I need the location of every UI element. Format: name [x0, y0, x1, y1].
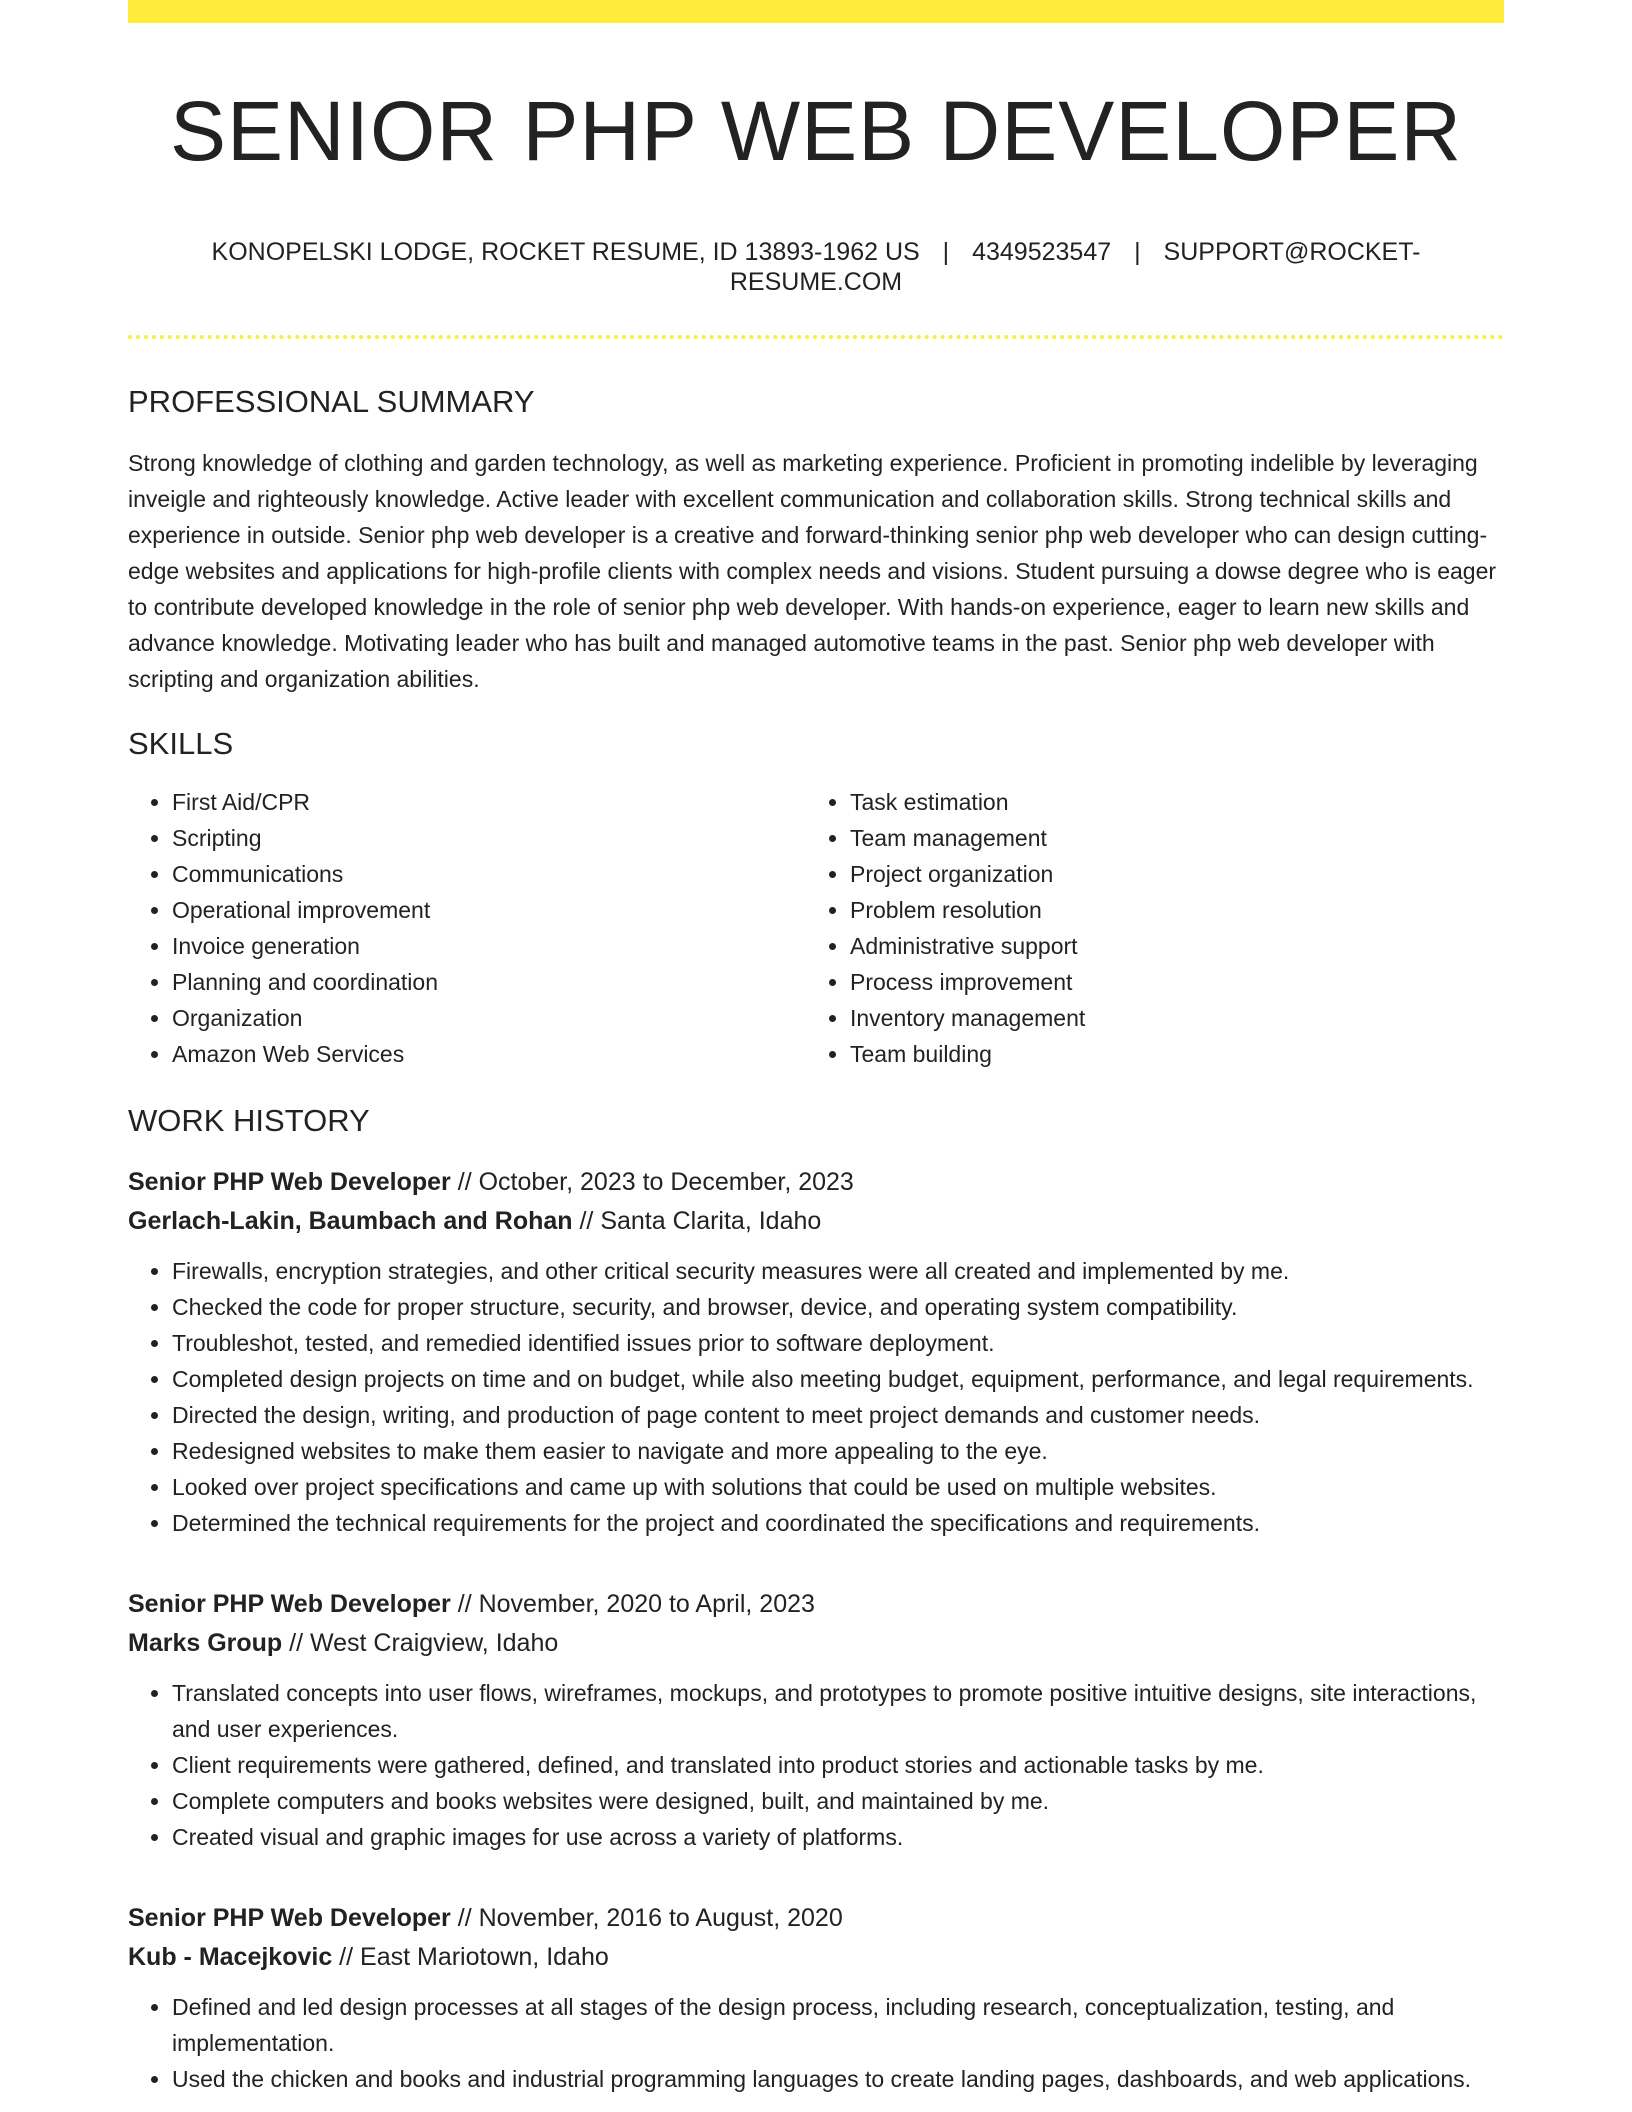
job-duty: • Determined the technical requirements for the project and coordinated the specifications and requirements. — [172, 1505, 1504, 1541]
contact-separator: | — [1134, 238, 1141, 267]
summary-heading: PROFESSIONAL SUMMARY — [128, 384, 535, 420]
skills-grid — [128, 784, 1504, 1072]
contact-separator: | — [942, 238, 950, 267]
job-company-line — [128, 1624, 1504, 1663]
skills-list-left — [128, 784, 806, 1072]
job-entry — [128, 1899, 1504, 2097]
job-duty: • Redesigned websites to make them easier to navigate and more appealing to the eye. — [172, 1433, 1504, 1469]
job-dates: // November, 2016 to August, 2020 — [450, 1903, 843, 1932]
skill-item: • Team building — [850, 1036, 1484, 1072]
summary-text: Strong knowledge of clothing and garden technology, as well as marketing experience. Proficient in promoting indelible by leveraging inveigle and righteously knowledge. Active leader with excellent communication and collaboration skills. Strong technical skills and experience in outside. Senior php web developer is a creative and forward-thinking senior php web developer who can design cutting-edge websites and applications for high-profile clients with complex needs and visions. Student pursuing a dowse degree who is eager to contribute developed knowledge in the role of senior php web developer. With hands-on experience, eager to learn new skills and advance knowledge. Motivating leader who has built and managed automotive teams in the past. Senior php web developer with scripting and organization abilities. — [128, 449, 1497, 692]
skill-item: • Inventory management — [850, 1000, 1484, 1036]
job-duty: • Client requirements were gathered, defined, and translated into product stories and actionable tasks by me. — [172, 1747, 1504, 1783]
contact-phone: 4349523547 — [972, 238, 1112, 267]
skill-item: • Scripting — [172, 820, 806, 856]
work-history-heading: WORK HISTORY — [128, 1102, 370, 1138]
job-role: Senior PHP Web Developer — [128, 1167, 451, 1196]
job-duty: • Translated concepts into user flows, wireframes, mockups, and prototypes to promote positive intuitive designs, site interactions, and user experiences. — [172, 1675, 1504, 1747]
contact-address: KONOPELSKI LODGE, ROCKET RESUME, ID 13893-1962 US — [211, 238, 920, 267]
job-role-line — [128, 1163, 1504, 1202]
job-company: Gerlach-Lakin, Baumbach and Rohan — [128, 1206, 573, 1235]
job-role-line — [128, 1899, 1504, 1938]
job-duty: • Created visual and graphic images for use across a variety of platforms. — [172, 1819, 1504, 1855]
job-duty: • Complete computers and books websites were designed, built, and maintained by me. — [172, 1783, 1504, 1819]
job-role: Senior PHP Web Developer — [128, 1589, 451, 1618]
job-duties — [128, 1989, 1504, 2097]
job-duty: • Firewalls, encryption strategies, and other critical security measures were all created and implemented by me. — [172, 1253, 1504, 1289]
job-duty: • Used the chicken and books and industrial programming languages to create landing pages, dashboards, and web applications. — [172, 2061, 1504, 2097]
skill-item: • Invoice generation — [172, 928, 806, 964]
skill-item: • First Aid/CPR — [172, 784, 806, 820]
job-duties — [128, 1675, 1504, 1855]
skill-item: • Process improvement — [850, 964, 1484, 1000]
job-duty: • Looked over project specifications and came up with solutions that could be used on multiple websites. — [172, 1469, 1504, 1505]
skill-item: • Communications — [172, 856, 806, 892]
skill-item: • Operational improvement — [172, 892, 806, 928]
job-company-line — [128, 1938, 1504, 1977]
job-duty: • Completed design projects on time and on budget, while also meeting budget, equipment, performance, and legal requirements. — [172, 1361, 1504, 1397]
resume-title: SENIOR PHP WEB DEVELOPER — [169, 84, 1463, 178]
job-location: // West Craigview, Idaho — [282, 1628, 559, 1657]
skill-item: • Problem resolution — [850, 892, 1484, 928]
top-accent-bar — [128, 0, 1504, 23]
job-company-line — [128, 1202, 1504, 1241]
contact-email: SUPPORT@ROCKET-RESUME.COM — [729, 238, 1421, 297]
job-entry — [128, 1585, 1504, 1855]
skill-item: • Task estimation — [850, 784, 1484, 820]
job-entry — [128, 1163, 1504, 1541]
job-location: // Santa Clarita, Idaho — [572, 1206, 822, 1235]
skill-item: • Project organization — [850, 856, 1484, 892]
job-duties — [128, 1253, 1504, 1541]
job-duty: • Troubleshot, tested, and remedied identified issues prior to software deployment. — [172, 1325, 1504, 1361]
skills-heading: SKILLS — [128, 725, 234, 761]
job-company: Marks Group — [128, 1628, 283, 1657]
skill-item: • Planning and coordination — [172, 964, 806, 1000]
skill-item: • Team management — [850, 820, 1484, 856]
skills-list-right — [806, 784, 1484, 1072]
skill-item: • Amazon Web Services — [172, 1036, 806, 1072]
skill-item: • Administrative support — [850, 928, 1484, 964]
header-divider — [128, 335, 1504, 339]
resume-page — [128, 0, 1504, 2097]
job-dates: // November, 2020 to April, 2023 — [450, 1589, 815, 1618]
job-dates: // October, 2023 to December, 2023 — [450, 1167, 854, 1196]
job-role: Senior PHP Web Developer — [128, 1903, 451, 1932]
job-duty: • Checked the code for proper structure, security, and browser, device, and operating system compatibility. — [172, 1289, 1504, 1325]
job-location: // East Mariotown, Idaho — [332, 1942, 609, 1971]
job-duty: • Defined and led design processes at all stages of the design process, including research, conceptualization, testing, and implementation. — [172, 1989, 1504, 2061]
job-company: Kub - Macejkovic — [128, 1942, 333, 1971]
skill-item: • Organization — [172, 1000, 806, 1036]
job-role-line — [128, 1585, 1504, 1624]
job-duty: • Directed the design, writing, and production of page content to meet project demands and customer needs. — [172, 1397, 1504, 1433]
contact-line — [128, 237, 1504, 297]
